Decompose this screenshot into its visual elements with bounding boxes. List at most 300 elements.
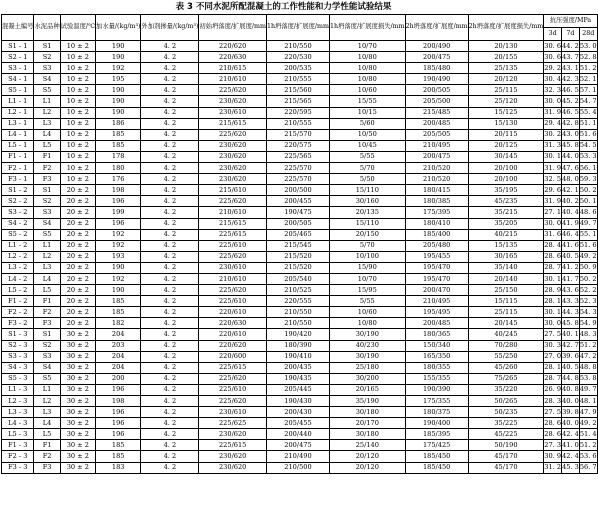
cell-28d: 50. 2 bbox=[579, 185, 597, 196]
cell-28d: 51. 6 bbox=[579, 240, 597, 251]
cell-initial: 230/620 bbox=[199, 163, 267, 174]
cell-28d: 54. 5 bbox=[579, 140, 597, 151]
cell-h2-loss: 70/280 bbox=[468, 340, 544, 351]
cell-3d: 28. 7 bbox=[544, 262, 562, 273]
cell-cement: S3 bbox=[34, 207, 60, 218]
table-row bbox=[2, 207, 598, 218]
cell-id: F3 - 3 bbox=[2, 462, 34, 473]
cell-initial: 230/610 bbox=[199, 407, 267, 418]
cell-7d: 45. 8 bbox=[562, 140, 580, 151]
cell-h1-loss: 15/95 bbox=[330, 285, 406, 296]
cell-7d: 47. 6 bbox=[562, 163, 580, 174]
cell-h1: 225/570 bbox=[266, 163, 329, 174]
cell-temp: 10 ± 2 bbox=[60, 96, 95, 107]
cell-h2: 155/355 bbox=[405, 373, 468, 384]
cell-h1: 210/525 bbox=[266, 285, 329, 296]
cell-h2-loss: 20/100 bbox=[468, 174, 544, 185]
cell-7d: 41. 2 bbox=[562, 262, 580, 273]
cell-h1: 200/475 bbox=[266, 440, 329, 451]
cell-7d: 43. 7 bbox=[562, 52, 580, 63]
cell-h1: 200/455 bbox=[266, 196, 329, 207]
cell-cement: S3 bbox=[34, 63, 60, 74]
cell-h2-loss: 40/215 bbox=[468, 229, 544, 240]
cell-water: 196 bbox=[96, 384, 141, 395]
cell-admix: 4. 2 bbox=[141, 140, 199, 151]
cell-water: 190 bbox=[96, 85, 141, 96]
cell-id: L2 - 1 bbox=[2, 107, 34, 118]
cell-28d: 48. 1 bbox=[579, 396, 597, 407]
cell-cement: L5 bbox=[34, 285, 60, 296]
cell-7d: 40. 0 bbox=[562, 396, 580, 407]
cell-h2-loss: 15/130 bbox=[468, 118, 544, 129]
cell-h2-loss: 20/140 bbox=[468, 273, 544, 284]
cell-h2: 185/450 bbox=[405, 462, 468, 473]
cell-water: 196 bbox=[96, 418, 141, 429]
cell-28d: 59. 3 bbox=[579, 174, 597, 185]
cell-28d: 54. 7 bbox=[579, 96, 597, 107]
cell-cement: F3 bbox=[34, 318, 60, 329]
cell-cement: F3 bbox=[34, 462, 60, 473]
cell-admix: 4. 2 bbox=[141, 74, 199, 85]
cell-temp: 10 ± 2 bbox=[60, 151, 95, 162]
cell-water: 203 bbox=[96, 340, 141, 351]
cell-h1-loss: 10/80 bbox=[330, 52, 406, 63]
cell-28d: 56. 1 bbox=[579, 163, 597, 174]
cell-7d: 44. 2 bbox=[562, 41, 580, 52]
cell-admix: 4. 2 bbox=[141, 340, 199, 351]
cell-initial: 230/620 bbox=[199, 140, 267, 151]
cell-h1: 200/500 bbox=[266, 185, 329, 196]
cell-7d: 42. 3 bbox=[562, 74, 580, 85]
cell-admix: 4. 2 bbox=[141, 163, 199, 174]
cell-h1: 180/390 bbox=[266, 340, 329, 351]
cell-id: L5 - 3 bbox=[2, 429, 34, 440]
cell-7d: 45. 2 bbox=[562, 96, 580, 107]
cell-id: L1 - 3 bbox=[2, 384, 34, 395]
cell-initial: 225/610 bbox=[199, 296, 267, 307]
cell-h1-loss: 40/230 bbox=[330, 340, 406, 351]
cell-id: F1 - 3 bbox=[2, 440, 34, 451]
table-row bbox=[2, 74, 598, 85]
cell-water: 204 bbox=[96, 329, 141, 340]
cell-initial: 230/610 bbox=[199, 107, 267, 118]
cell-7d: 42. 4 bbox=[562, 451, 580, 462]
cell-cement: S4 bbox=[34, 362, 60, 373]
cell-7d: 40. 5 bbox=[562, 362, 580, 373]
cell-temp: 10 ± 2 bbox=[60, 52, 95, 63]
cell-h2: 190/400 bbox=[405, 418, 468, 429]
cell-h1: 215/520 bbox=[266, 262, 329, 273]
cell-cement: L2 bbox=[34, 107, 60, 118]
cell-water: 200 bbox=[96, 373, 141, 384]
cell-admix: 4. 2 bbox=[141, 285, 199, 296]
header-3d: 3d bbox=[544, 28, 562, 41]
cell-28d: 53. 0 bbox=[579, 41, 597, 52]
cell-water: 183 bbox=[96, 462, 141, 473]
header-cement: 水泥品种 bbox=[34, 15, 60, 41]
cell-id: L5 - 2 bbox=[2, 285, 34, 296]
cell-admix: 4. 2 bbox=[141, 329, 199, 340]
cell-h1-loss: 30/180 bbox=[330, 407, 406, 418]
cell-cement: S5 bbox=[34, 373, 60, 384]
cell-3d: 30. 6 bbox=[544, 41, 562, 52]
table-row bbox=[2, 63, 598, 74]
cell-h2: 180/385 bbox=[405, 196, 468, 207]
cell-3d: 28. 1 bbox=[544, 362, 562, 373]
cell-h1-loss: 10/80 bbox=[330, 318, 406, 329]
cell-water: 190 bbox=[96, 41, 141, 52]
cell-h2-loss: 45/235 bbox=[468, 196, 544, 207]
table-row bbox=[2, 218, 598, 229]
cell-28d: 48. 6 bbox=[579, 207, 597, 218]
cell-temp: 20 ± 2 bbox=[60, 251, 95, 262]
cell-h2-loss: 25/135 bbox=[468, 63, 544, 74]
cell-admix: 4. 2 bbox=[141, 262, 199, 273]
cell-cement: S4 bbox=[34, 218, 60, 229]
cell-7d: 41. 7 bbox=[562, 273, 580, 284]
cell-cement: L3 bbox=[34, 262, 60, 273]
cell-id: S2 - 2 bbox=[2, 196, 34, 207]
cell-3d: 28. 6 bbox=[544, 429, 562, 440]
cell-h2: 190/390 bbox=[405, 384, 468, 395]
cell-h1: 210/550 bbox=[266, 318, 329, 329]
cell-h1-loss: 10/100 bbox=[330, 251, 406, 262]
cell-h1-loss: 10/70 bbox=[330, 273, 406, 284]
cell-cement: S5 bbox=[34, 229, 60, 240]
cell-admix: 4. 2 bbox=[141, 407, 199, 418]
table-row bbox=[2, 440, 598, 451]
cell-id: F3 - 1 bbox=[2, 174, 34, 185]
cell-h2-loss: 50/235 bbox=[468, 407, 544, 418]
cell-initial: 210/615 bbox=[199, 63, 267, 74]
cell-id: L3 - 3 bbox=[2, 407, 34, 418]
cell-28d: 50. 1 bbox=[579, 196, 597, 207]
cell-h1-loss: 20/135 bbox=[330, 207, 406, 218]
cell-3d: 28. 6 bbox=[544, 418, 562, 429]
cell-h1: 200/505 bbox=[266, 218, 329, 229]
cell-temp: 10 ± 2 bbox=[60, 163, 95, 174]
cell-admix: 4. 2 bbox=[141, 296, 199, 307]
cell-temp: 20 ± 2 bbox=[60, 318, 95, 329]
cell-water: 204 bbox=[96, 351, 141, 362]
cell-temp: 20 ± 2 bbox=[60, 296, 95, 307]
header-strength: 抗压强度/MPa bbox=[544, 15, 597, 28]
cell-h2: 210/520 bbox=[405, 163, 468, 174]
table-row bbox=[2, 229, 598, 240]
cell-cement: S2 bbox=[34, 52, 60, 63]
cell-3d: 31. 9 bbox=[544, 163, 562, 174]
cell-cement: S3 bbox=[34, 351, 60, 362]
cell-3d: 30. 4 bbox=[544, 74, 562, 85]
cell-admix: 4. 2 bbox=[141, 362, 199, 373]
cell-h2-loss: 25/120 bbox=[468, 96, 544, 107]
table-row bbox=[2, 418, 598, 429]
cell-7d: 39. 8 bbox=[562, 407, 580, 418]
header-1h: 1h坍落度/扩展度/mm bbox=[266, 15, 329, 41]
cell-initial: 220/630 bbox=[199, 52, 267, 63]
cell-water: 204 bbox=[96, 362, 141, 373]
cell-water: 193 bbox=[96, 251, 141, 262]
cell-7d: 43. 0 bbox=[562, 129, 580, 140]
cell-temp: 30 ± 2 bbox=[60, 440, 95, 451]
cell-h2-loss: 35/215 bbox=[468, 207, 544, 218]
cell-temp: 20 ± 2 bbox=[60, 240, 95, 251]
cell-initial: 225/615 bbox=[199, 229, 267, 240]
cell-initial: 220/610 bbox=[199, 307, 267, 318]
cell-3d: 30. 6 bbox=[544, 52, 562, 63]
cell-h2: 185/450 bbox=[405, 451, 468, 462]
cell-h2-loss: 25/115 bbox=[468, 307, 544, 318]
cell-initial: 220/600 bbox=[199, 351, 267, 362]
cell-h1: 225/570 bbox=[266, 174, 329, 185]
cell-7d: 40. 0 bbox=[562, 418, 580, 429]
cell-h1-loss: 25/140 bbox=[330, 440, 406, 451]
cell-h1: 205/465 bbox=[266, 229, 329, 240]
cell-admix: 4. 2 bbox=[141, 396, 199, 407]
cell-cement: L5 bbox=[34, 140, 60, 151]
cell-h2: 200/485 bbox=[405, 118, 468, 129]
cell-7d: 45. 3 bbox=[562, 462, 580, 473]
cell-cement: L4 bbox=[34, 273, 60, 284]
cell-28d: 52. 3 bbox=[579, 296, 597, 307]
cell-id: S1 - 3 bbox=[2, 329, 34, 340]
header-id: 混凝土编号 bbox=[2, 15, 34, 41]
cell-3d: 30. 0 bbox=[544, 318, 562, 329]
cell-28d: 49. 7 bbox=[579, 218, 597, 229]
cell-h2: 210/495 bbox=[405, 296, 468, 307]
cell-initial: 210/610 bbox=[199, 74, 267, 85]
cell-h1-loss: 20/150 bbox=[330, 229, 406, 240]
cell-water: 196 bbox=[96, 429, 141, 440]
cell-id: S3 - 3 bbox=[2, 351, 34, 362]
cell-7d: 43. 3 bbox=[562, 296, 580, 307]
cell-28d: 51. 1 bbox=[579, 118, 597, 129]
cell-h1: 200/535 bbox=[266, 63, 329, 74]
cell-3d: 28. 6 bbox=[544, 251, 562, 262]
cell-h1-loss: 10/80 bbox=[330, 74, 406, 85]
cell-h1: 210/550 bbox=[266, 41, 329, 52]
table-row bbox=[2, 140, 598, 151]
cell-h1: 215/570 bbox=[266, 129, 329, 140]
table-row bbox=[2, 329, 598, 340]
table-row bbox=[2, 41, 598, 52]
cell-h1-loss: 35/190 bbox=[330, 396, 406, 407]
cell-3d: 28. 9 bbox=[544, 285, 562, 296]
cell-3d: 27. 1 bbox=[544, 207, 562, 218]
cell-cement: F2 bbox=[34, 163, 60, 174]
cell-temp: 10 ± 2 bbox=[60, 74, 95, 85]
cell-admix: 4. 2 bbox=[141, 41, 199, 52]
cell-3d: 31. 9 bbox=[544, 196, 562, 207]
cell-7d: 43. 6 bbox=[562, 285, 580, 296]
cell-id: F2 - 1 bbox=[2, 163, 34, 174]
cell-h2: 180/410 bbox=[405, 218, 468, 229]
header-28d: 28d bbox=[579, 28, 597, 41]
cell-water: 185 bbox=[96, 307, 141, 318]
cell-admix: 4. 2 bbox=[141, 229, 199, 240]
cell-admix: 4. 2 bbox=[141, 85, 199, 96]
cell-water: 196 bbox=[96, 407, 141, 418]
cell-28d: 53. 3 bbox=[579, 151, 597, 162]
cell-temp: 30 ± 2 bbox=[60, 384, 95, 395]
cell-h1: 210/555 bbox=[266, 74, 329, 85]
cell-28d: 52. 2 bbox=[579, 285, 597, 296]
cell-7d: 40. 5 bbox=[562, 251, 580, 262]
header-temp: 试验温度/℃ bbox=[60, 15, 95, 41]
cell-h1-loss: 20/165 bbox=[330, 384, 406, 395]
cell-h1: 200/435 bbox=[266, 362, 329, 373]
cell-water: 192 bbox=[96, 273, 141, 284]
cell-initial: 225/620 bbox=[199, 285, 267, 296]
cell-temp: 20 ± 2 bbox=[60, 273, 95, 284]
cell-admix: 4. 2 bbox=[141, 52, 199, 63]
cell-admix: 4. 2 bbox=[141, 273, 199, 284]
cell-h2: 210/495 bbox=[405, 140, 468, 151]
table-row bbox=[2, 384, 598, 395]
cell-temp: 20 ± 2 bbox=[60, 196, 95, 207]
cell-h2: 180/365 bbox=[405, 329, 468, 340]
cell-temp: 10 ± 2 bbox=[60, 63, 95, 74]
cell-7d: 42. 4 bbox=[562, 429, 580, 440]
cell-admix: 4. 2 bbox=[141, 440, 199, 451]
cell-3d: 30. 1 bbox=[544, 273, 562, 284]
cell-initial: 225/625 bbox=[199, 418, 267, 429]
cell-3d: 27. 0 bbox=[544, 351, 562, 362]
cell-cement: F1 bbox=[34, 440, 60, 451]
cell-h2-loss: 35/195 bbox=[468, 185, 544, 196]
cell-28d: 55. 4 bbox=[579, 107, 597, 118]
cell-initial: 225/615 bbox=[199, 362, 267, 373]
cell-water: 190 bbox=[96, 52, 141, 63]
cell-water: 196 bbox=[96, 218, 141, 229]
cell-initial: 215/615 bbox=[199, 218, 267, 229]
cell-admix: 4. 2 bbox=[141, 218, 199, 229]
cell-temp: 20 ± 2 bbox=[60, 262, 95, 273]
table-row bbox=[2, 174, 598, 185]
cell-temp: 20 ± 2 bbox=[60, 307, 95, 318]
cell-temp: 30 ± 2 bbox=[60, 396, 95, 407]
table-row bbox=[2, 340, 598, 351]
cell-h1: 220/575 bbox=[266, 140, 329, 151]
cell-id: S5 - 3 bbox=[2, 373, 34, 384]
cell-7d: 41. 0 bbox=[562, 440, 580, 451]
cell-cement: L1 bbox=[34, 384, 60, 395]
cell-h1-loss: 5/70 bbox=[330, 240, 406, 251]
cell-temp: 30 ± 2 bbox=[60, 351, 95, 362]
table-row bbox=[2, 118, 598, 129]
cell-h2: 180/415 bbox=[405, 185, 468, 196]
cell-water: 185 bbox=[96, 129, 141, 140]
cell-28d: 47. 2 bbox=[579, 351, 597, 362]
cell-temp: 10 ± 2 bbox=[60, 85, 95, 96]
cell-h1-loss: 5/70 bbox=[330, 163, 406, 174]
cell-3d: 32. 5 bbox=[544, 174, 562, 185]
cell-temp: 30 ± 2 bbox=[60, 418, 95, 429]
cell-id: F1 - 1 bbox=[2, 151, 34, 162]
cell-id: L3 - 1 bbox=[2, 118, 34, 129]
cell-id: S4 - 2 bbox=[2, 218, 34, 229]
cell-id: L4 - 3 bbox=[2, 418, 34, 429]
cell-h1-loss: 10/60 bbox=[330, 307, 406, 318]
header-2h-loss: 2h坍落度/扩展度损失/mm bbox=[468, 15, 544, 41]
cell-temp: 30 ± 2 bbox=[60, 329, 95, 340]
cell-h2: 185/400 bbox=[405, 229, 468, 240]
cell-cement: F1 bbox=[34, 151, 60, 162]
cell-3d: 31. 6 bbox=[544, 229, 562, 240]
cell-h2: 200/470 bbox=[405, 285, 468, 296]
cell-temp: 10 ± 2 bbox=[60, 118, 95, 129]
cell-h2-loss: 45/170 bbox=[468, 451, 544, 462]
cell-h2-loss: 35/220 bbox=[468, 384, 544, 395]
cell-h2-loss: 20/115 bbox=[468, 129, 544, 140]
cell-h2-loss: 20/145 bbox=[468, 318, 544, 329]
cell-id: L2 - 3 bbox=[2, 396, 34, 407]
cell-7d: 48. 0 bbox=[562, 174, 580, 185]
cell-7d: 42. 8 bbox=[562, 118, 580, 129]
cell-initial: 225/620 bbox=[199, 396, 267, 407]
cell-temp: 10 ± 2 bbox=[60, 140, 95, 151]
cell-admix: 4. 2 bbox=[141, 351, 199, 362]
cell-h1-loss: 20/170 bbox=[330, 418, 406, 429]
table-row bbox=[2, 262, 598, 273]
cell-h1-loss: 25/180 bbox=[330, 362, 406, 373]
cell-h2: 200/485 bbox=[405, 318, 468, 329]
cell-water: 190 bbox=[96, 107, 141, 118]
cell-h2: 210/520 bbox=[405, 174, 468, 185]
cell-admix: 4. 2 bbox=[141, 185, 199, 196]
cell-h2: 180/355 bbox=[405, 362, 468, 373]
cell-temp: 20 ± 2 bbox=[60, 285, 95, 296]
cell-water: 196 bbox=[96, 196, 141, 207]
cell-initial: 215/610 bbox=[199, 185, 267, 196]
cell-id: S1 - 2 bbox=[2, 185, 34, 196]
cell-h2: 205/505 bbox=[405, 129, 468, 140]
cell-admix: 4. 2 bbox=[141, 129, 199, 140]
cell-id: S2 - 3 bbox=[2, 340, 34, 351]
cell-temp: 10 ± 2 bbox=[60, 129, 95, 140]
cell-h1-loss: 15/55 bbox=[330, 96, 406, 107]
cell-id: L1 - 2 bbox=[2, 240, 34, 251]
cell-7d: 40. 2 bbox=[562, 196, 580, 207]
cell-admix: 4. 2 bbox=[141, 251, 199, 262]
cell-28d: 51. 2 bbox=[579, 440, 597, 451]
cell-3d: 30. 0 bbox=[544, 96, 562, 107]
cell-h1-loss: 30/180 bbox=[330, 429, 406, 440]
cell-admix: 4. 2 bbox=[141, 174, 199, 185]
cell-28d: 47. 9 bbox=[579, 407, 597, 418]
cell-h1-loss: 15/90 bbox=[330, 262, 406, 273]
cell-h1: 190/410 bbox=[266, 351, 329, 362]
cell-initial: 210/610 bbox=[199, 273, 267, 284]
cell-cement: L4 bbox=[34, 129, 60, 140]
table-title: 表 3 不同水泥所配混凝土的工作性能和力学性能试验结果 bbox=[175, 2, 392, 12]
cell-7d: 41. 9 bbox=[562, 218, 580, 229]
cell-initial: 225/620 bbox=[199, 196, 267, 207]
cell-id: S5 - 1 bbox=[2, 85, 34, 96]
cell-water: 185 bbox=[96, 440, 141, 451]
cell-28d: 55. 1 bbox=[579, 229, 597, 240]
cell-28d: 51. 2 bbox=[579, 63, 597, 74]
cell-h2: 200/475 bbox=[405, 52, 468, 63]
cell-water: 186 bbox=[96, 118, 141, 129]
cell-7d: 41. 6 bbox=[562, 240, 580, 251]
cell-temp: 20 ± 2 bbox=[60, 229, 95, 240]
cell-h1-loss: 10/60 bbox=[330, 85, 406, 96]
cell-initial: 230/620 bbox=[199, 451, 267, 462]
cell-initial: 230/610 bbox=[199, 262, 267, 273]
cell-id: L4 - 2 bbox=[2, 273, 34, 284]
cell-id: S4 - 3 bbox=[2, 362, 34, 373]
